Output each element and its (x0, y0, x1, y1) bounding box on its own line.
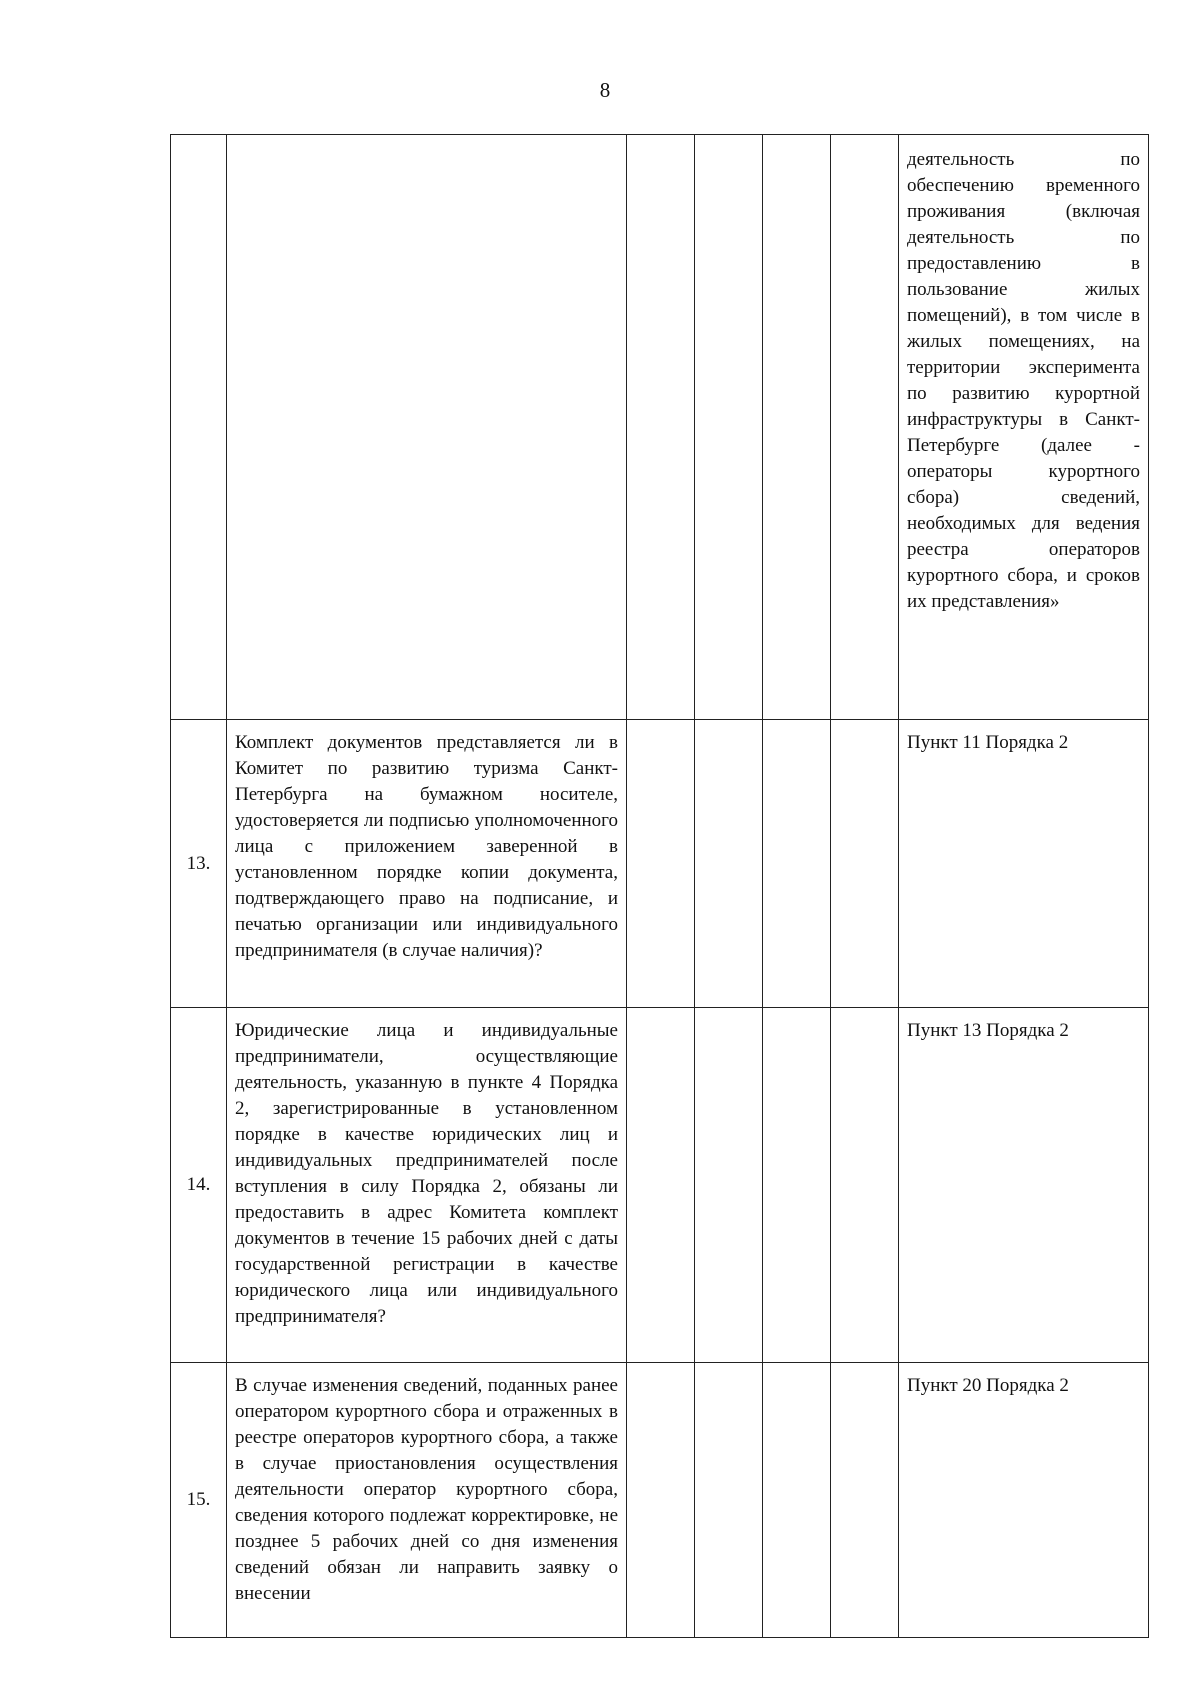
answer-na-cell (763, 1008, 831, 1363)
table-row-continued (171, 135, 1149, 720)
table-row (171, 1008, 1149, 1363)
answer-yes-cell (627, 720, 695, 1008)
row-reference: Пункт 11 Порядка 2 (899, 720, 1149, 1008)
row-reference: Пункт 20 Порядка 2 (899, 1363, 1149, 1638)
table-row (171, 1363, 1149, 1638)
note-cell (831, 135, 899, 720)
number-cell (171, 135, 227, 720)
note-cell (831, 720, 899, 1008)
answer-yes-cell (627, 1363, 695, 1638)
answer-yes-cell (627, 1008, 695, 1363)
answer-no-cell (695, 1363, 763, 1638)
note-cell (831, 1363, 899, 1638)
checklist-table (170, 134, 1149, 1638)
answer-yes-cell (627, 135, 695, 720)
reference-cell-continued (899, 135, 1149, 720)
answer-na-cell (763, 1363, 831, 1638)
row-number: 13. (171, 720, 227, 1008)
row-number: 15. (171, 1363, 227, 1638)
row-question: В случае изменения сведений, поданных ранее оператором курортного сбора и отраженных в реестре операторов курортного сбора, а также в случае приостановления осуществления деятельности оператор курортного сбора, сведения которого подлежат корректировке, не позднее 5 рабочих дней со дня изменения сведений обязан ли направить заявку о внесении (227, 1363, 627, 1638)
row-question: Комплект документов представляется ли в Комитет по развитию туризма Санкт-Петербурга на бумажном носителе, удостоверяется ли подписью уполномоченного лица с приложением заверенной в установленном порядке копии документа, подтверждающего право на подписание, и печатью организации или индивидуального предпринимателя (в случае наличия)? (227, 720, 627, 1008)
row-number: 14. (171, 1008, 227, 1363)
answer-no-cell (695, 135, 763, 720)
answer-no-cell (695, 720, 763, 1008)
continued-reference-text: деятельность по обеспечению временного проживания (включая деятельность по предоставлению в пользование жилых помещений), в том числе в жилых помещениях, на территории эксперимента по развитию курортной инфраструктуры в Санкт-Петербурге (далее - операторы курортного сбора) сведений, необходимых для ведения реестра операторов курортного сбора, и сроков их представления» (907, 149, 1140, 612)
note-cell (831, 1008, 899, 1363)
row-reference: Пункт 13 Порядка 2 (899, 1008, 1149, 1363)
answer-na-cell (763, 720, 831, 1008)
page-number: 8 (599, 78, 611, 102)
table-row (171, 720, 1149, 1008)
row-question: Юридические лица и индивидуальные предприниматели, осуществляющие деятельность, указанную в пункте 4 Порядка 2, зарегистрированные в установленном порядке в качестве юридических лиц и индивидуальных предпринимателей после вступления в силу Порядка 2, обязаны ли предоставить в адрес Комитета комплект документов в течение 15 рабочих дней с даты государственной регистрации в качестве юридического лица или индивидуального предпринимателя? (227, 1008, 627, 1363)
answer-na-cell (763, 135, 831, 720)
answer-no-cell (695, 1008, 763, 1363)
question-cell (227, 135, 627, 720)
